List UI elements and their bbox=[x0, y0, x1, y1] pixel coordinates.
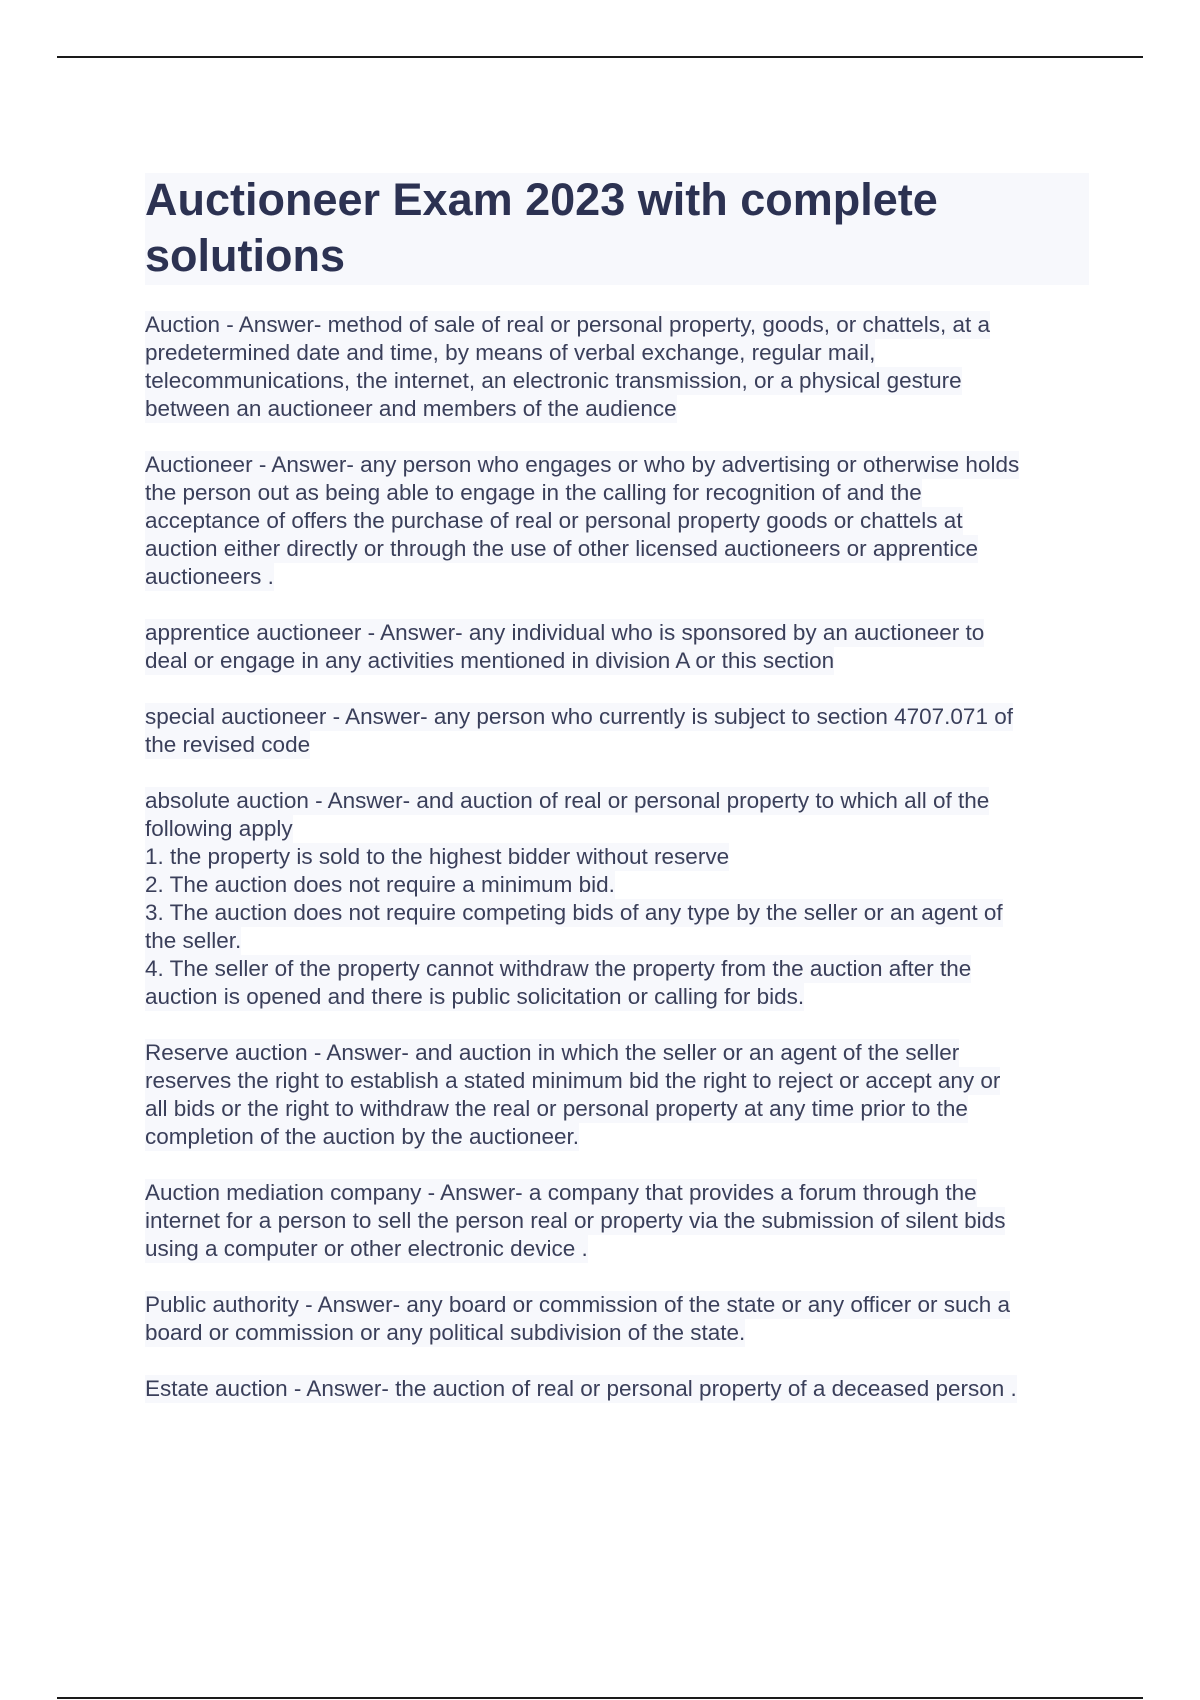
entry-line: using a computer or other electronic device . bbox=[145, 1236, 588, 1261]
entry-public-authority bbox=[145, 1291, 1089, 1347]
entry-line: 4. The seller of the property cannot withdraw the property from the auction after the bbox=[145, 956, 972, 981]
entry-line: the revised code bbox=[145, 732, 311, 757]
entry-line: between an auctioneer and members of the audience bbox=[145, 396, 677, 421]
entry-line: Auction mediation company - Answer- a company that provides a forum through the bbox=[145, 1180, 977, 1205]
entry-line: apprentice auctioneer - Answer- any individual who is sponsored by an auctioneer to bbox=[145, 620, 985, 645]
entry-line: Reserve auction - Answer- and auction in which the seller or an agent of the seller bbox=[145, 1040, 960, 1065]
entry-line: completion of the auction by the auctioneer. bbox=[145, 1124, 580, 1149]
entry-line: all bids or the right to withdraw the real or personal property at any time prior to the bbox=[145, 1096, 968, 1121]
entry-line: following apply bbox=[145, 816, 293, 841]
entry-reserve-auction bbox=[145, 1039, 1089, 1151]
entry-line: deal or engage in any activities mentioned in division A or this section bbox=[145, 648, 835, 673]
entry-line: Estate auction - Answer- the auction of real or personal property of a deceased person . bbox=[145, 1376, 1017, 1401]
entry-line: predetermined date and time, by means of verbal exchange, regular mail, bbox=[145, 340, 876, 365]
entry-line: special auctioneer - Answer- any person who currently is subject to section 4707.071 of bbox=[145, 704, 1013, 729]
title-line: Auctioneer Exam 2023 with complete bbox=[145, 174, 938, 225]
entry-line: Auctioneer - Answer- any person who engages or who by advertising or otherwise holds bbox=[145, 452, 1020, 477]
entry-line: auctioneers . bbox=[145, 564, 274, 589]
entry-line: 3. The auction does not require competing bids of any type by the seller or an agent of bbox=[145, 900, 1003, 925]
entry-estate-auction bbox=[145, 1375, 1089, 1403]
entry-line: 1. the property is sold to the highest bidder without reserve bbox=[145, 844, 730, 869]
bottom-divider bbox=[57, 1697, 1143, 1699]
entry-line: Auction - Answer- method of sale of real or personal property, goods, or chattels, at a bbox=[145, 312, 991, 337]
entry-line: Public authority - Answer- any board or commission of the state or any officer or such a bbox=[145, 1292, 1010, 1317]
entry-line: telecommunications, the internet, an electronic transmission, or a physical gesture bbox=[145, 368, 962, 393]
flashcard-list bbox=[145, 311, 1089, 1431]
entry-line: auction is opened and there is public solicitation or calling for bids. bbox=[145, 984, 805, 1009]
top-divider bbox=[57, 56, 1143, 58]
entry-auction-mediation-company bbox=[145, 1179, 1089, 1263]
page-title bbox=[145, 172, 1095, 284]
entry-auction bbox=[145, 311, 1089, 423]
entry-absolute-auction bbox=[145, 787, 1089, 1011]
entry-line: the seller. bbox=[145, 928, 242, 953]
entry-line: internet for a person to sell the person real or property via the submission of silent bids bbox=[145, 1208, 1006, 1233]
entry-line: absolute auction - Answer- and auction of real or personal property to which all of the bbox=[145, 788, 990, 813]
entry-apprentice-auctioneer bbox=[145, 619, 1089, 675]
entry-auctioneer bbox=[145, 451, 1089, 591]
entry-line: acceptance of offers the purchase of real or personal property goods or chattels at bbox=[145, 508, 963, 533]
entry-special-auctioneer bbox=[145, 703, 1089, 759]
entry-line: auction either directly or through the use of other licensed auctioneers or apprentice bbox=[145, 536, 978, 561]
entry-line: board or commission or any political subdivision of the state. bbox=[145, 1320, 746, 1345]
entry-line: 2. The auction does not require a minimum bid. bbox=[145, 872, 615, 897]
entry-line: reserves the right to establish a stated minimum bid the right to reject or accept any or bbox=[145, 1068, 1001, 1093]
entry-line: the person out as being able to engage in the calling for recognition of and the bbox=[145, 480, 922, 505]
title-line: solutions bbox=[145, 230, 345, 281]
